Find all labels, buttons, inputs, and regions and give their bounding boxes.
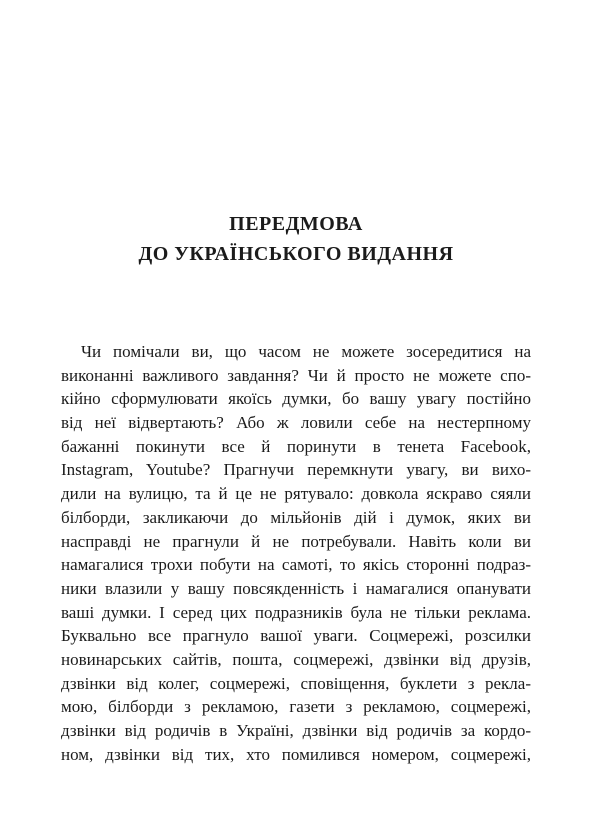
chapter-title-line-2: ДО УКРАЇНСЬКОГО ВИДАННЯ (138, 243, 454, 265)
body-line: дзвінки від родичів в Україні, дзвінки від родичів за кордо- (61, 721, 531, 740)
body-line: намагалися трохи побути на самоті, то якісь сторонні подраз- (61, 555, 531, 575)
body-line: новинарських сайтів, пошта, соцмережі, дзвінки від друзів, (61, 649, 531, 669)
body-line: кійно сформулювати якоїсь думки, бо вашу увагу постійно (61, 389, 531, 409)
chapter-heading (61, 209, 531, 269)
body-line: мою, білборди з рекламою, газети з рекламою, соцмережі, (61, 697, 531, 717)
body-line: Буквально все прагнуло вашої уваги. Соцмережі, розсилки (61, 626, 531, 646)
body-line: ном, дзвінки від тих, хто помилився номером, соцмережі, (61, 744, 531, 764)
body-line: Instagram, Youtube? Прагнучи перемкнути увагу, ви вихо- (61, 460, 531, 480)
body-line: насправді не прагнули й не потребували. Навіть коли ви (61, 531, 531, 551)
body-line: від неї відвертають? Або ж ловили себе на нестерпному (61, 413, 531, 433)
body-line: ваші думки. І серед цих подразників була не тільки реклама. (61, 602, 531, 622)
body-line: виконанні важливого завдання? Чи й просто не можете спо- (61, 365, 531, 385)
chapter-title-line-1: ПЕРЕДМОВА (229, 213, 363, 235)
body-line: ники влазили у вашу повсякденність і намагалися опанувати (61, 578, 531, 598)
body-paragraph (61, 340, 531, 766)
body-line: Чи помічали ви, що часом не можете зосередитися на (81, 342, 531, 361)
body-line: білборди, закликаючи до мільйонів дій і думок, яких ви (61, 507, 531, 527)
body-line: дили на вулицю, та й це не рятувало: довкола яскраво сяяли (61, 484, 531, 504)
body-line: дзвінки від колег, соцмережі, сповіщення, буклети з рекла- (61, 673, 531, 693)
body-line: бажанні покинути все й поринути в тенета Facebook, (61, 436, 531, 456)
